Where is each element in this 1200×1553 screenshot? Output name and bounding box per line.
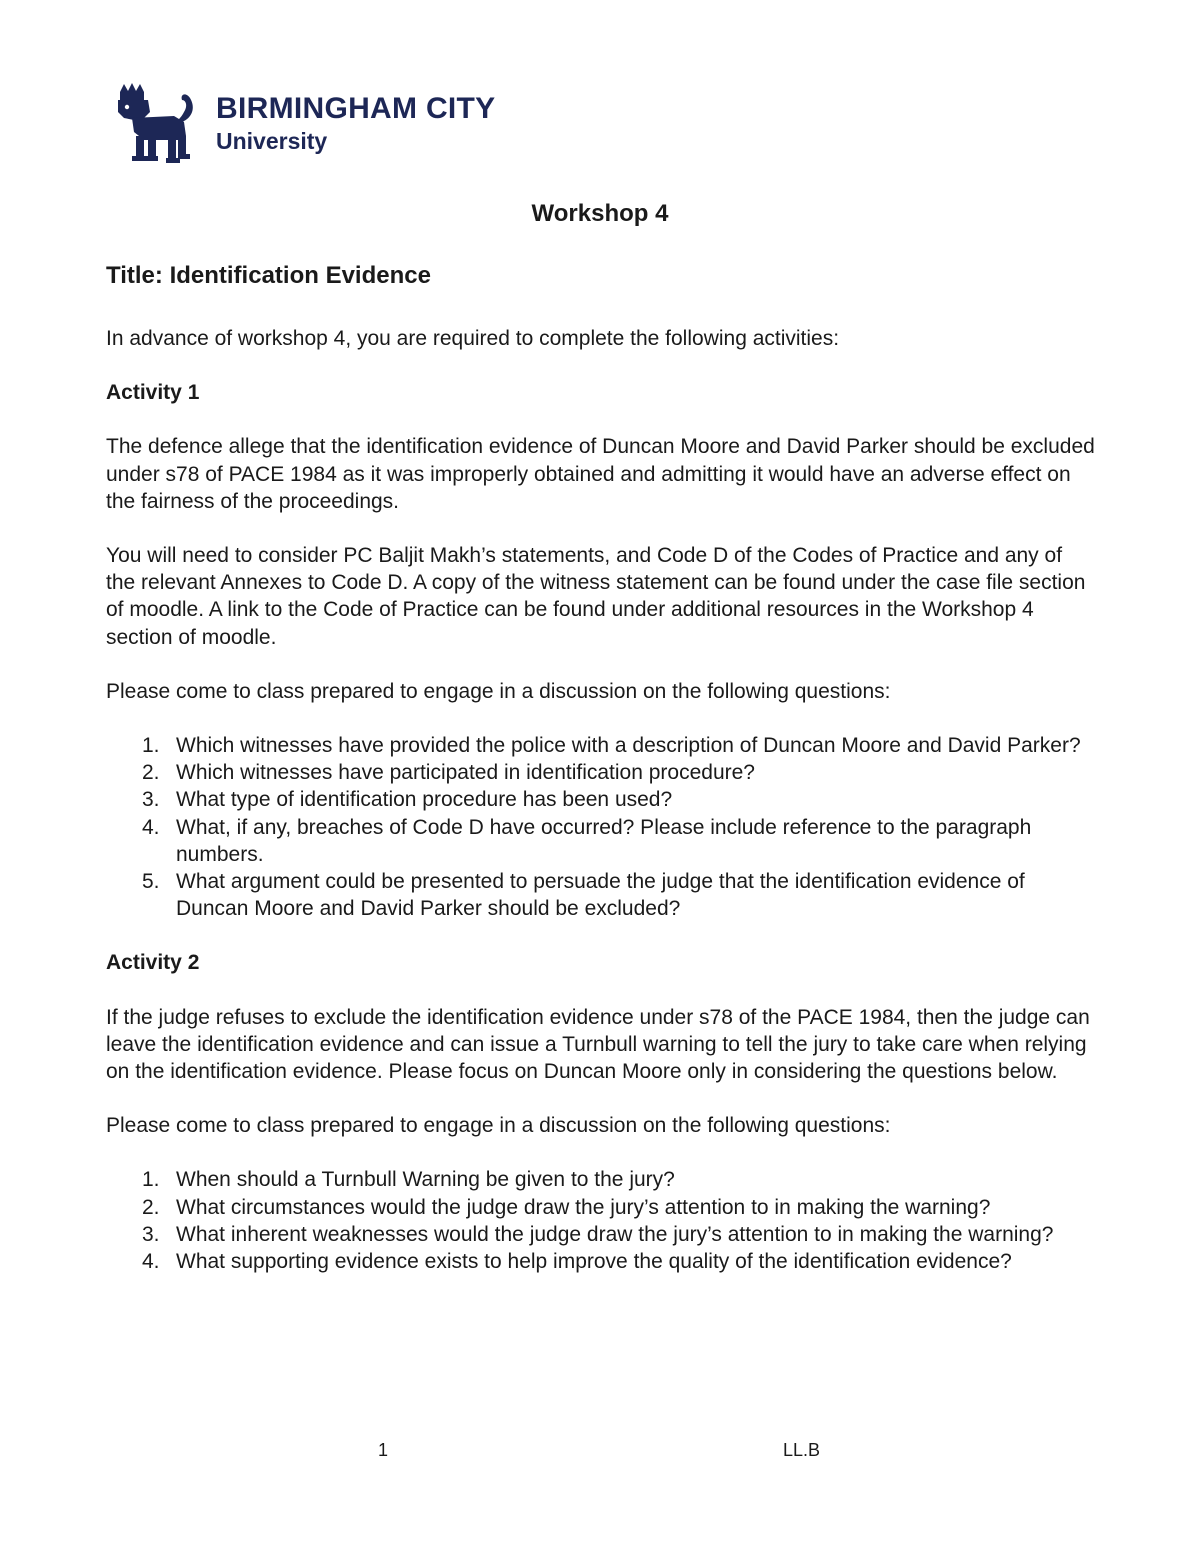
- list-item-number: 4.: [142, 1250, 160, 1274]
- list-item-number: 2.: [142, 761, 160, 785]
- document-body: [106, 325, 1096, 1302]
- list-item: [106, 868, 1096, 922]
- list-item-number: 1.: [142, 734, 160, 758]
- list-item: [106, 1248, 1096, 1275]
- list-item-number: 3.: [142, 1222, 160, 1246]
- activity2-heading: Activity 2: [106, 951, 200, 975]
- list-item-text: When should a Turnbull Warning be given to the jury?: [176, 1168, 675, 1192]
- activity1-paragraph-2: You will need to consider PC Baljit Makh’s statements, and Code D of the Codes of Practice and any of the relevant Annexes to Code D. A copy of the witness statement can be found under the case file section of moodle. A link to the Code of Practice can be found under additional resources in the Workshop 4 section of moodle.: [106, 544, 1086, 649]
- logo-line1: BIRMINGHAM CITY: [216, 91, 496, 125]
- logo-wordmark: [216, 91, 496, 154]
- footer-course-code: LL.B: [783, 1440, 821, 1460]
- document-title: Title: Identification Evidence: [106, 262, 431, 289]
- list-item: [106, 732, 1096, 759]
- activity1-paragraph-1: The defence allege that the identification evidence of Duncan Moore and David Parker should be excluded under s78 of PACE 1984 as it was improperly obtained and admitting it would have an adverse effect on the fairness of the proceedings.: [106, 435, 1095, 513]
- list-item-text: What, if any, breaches of Code D have occurred? Please include reference to the paragraph numbers.: [176, 815, 1032, 866]
- lion-crest-icon: [114, 82, 202, 164]
- university-logo: [114, 80, 495, 166]
- list-item-number: 3.: [142, 788, 160, 812]
- list-item-text: What supporting evidence exists to help improve the quality of the identification evidence?: [176, 1250, 1012, 1274]
- list-item-text: Which witnesses have participated in identification procedure?: [176, 761, 755, 785]
- activity1-heading: Activity 1: [106, 381, 200, 405]
- list-item-number: 5.: [142, 870, 160, 894]
- activity1-prompt: Please come to class prepared to engage in a discussion on the following questions:: [106, 679, 891, 703]
- list-item-text: What circumstances would the judge draw the jury’s attention to in making the warning?: [176, 1195, 991, 1219]
- list-item-text: What inherent weaknesses would the judge draw the jury’s attention to in making the warning?: [176, 1222, 1054, 1246]
- activity2-prompt: Please come to class prepared to engage in a discussion on the following questions:: [106, 1114, 891, 1138]
- workshop-heading: Workshop 4: [531, 200, 669, 227]
- list-item-number: 1.: [142, 1168, 160, 1192]
- list-item-text: Which witnesses have provided the police with a description of Duncan Moore and David Parker?: [176, 734, 1081, 758]
- list-item: [106, 759, 1096, 786]
- list-item-text: What argument could be presented to persuade the judge that the identification evidence of Duncan Moore and David Parker should be excluded?: [176, 870, 1025, 921]
- activity2-question-list: [106, 1166, 1096, 1275]
- list-item: [106, 1194, 1096, 1221]
- list-item: [106, 1166, 1096, 1193]
- list-item: [106, 814, 1096, 868]
- list-item-number: 4.: [142, 815, 160, 839]
- intro-paragraph: In advance of workshop 4, you are required to complete the following activities:: [106, 327, 840, 350]
- activity1-question-list: [106, 732, 1096, 922]
- list-item: [106, 786, 1096, 813]
- list-item-text: What type of identification procedure has been used?: [176, 788, 673, 812]
- list-item: [106, 1221, 1096, 1248]
- footer-page-number: 1: [378, 1440, 389, 1460]
- list-item-number: 2.: [142, 1195, 160, 1219]
- activity2-paragraph-1: If the judge refuses to exclude the identification evidence under s78 of the PACE 1984, then the judge can leave the identification evidence and can issue a Turnbull warning to tell the jury to take care when relying on the identification evidence. Please focus on Duncan Moore only in considering the questions below.: [106, 1005, 1090, 1084]
- logo-line2: University: [216, 127, 328, 154]
